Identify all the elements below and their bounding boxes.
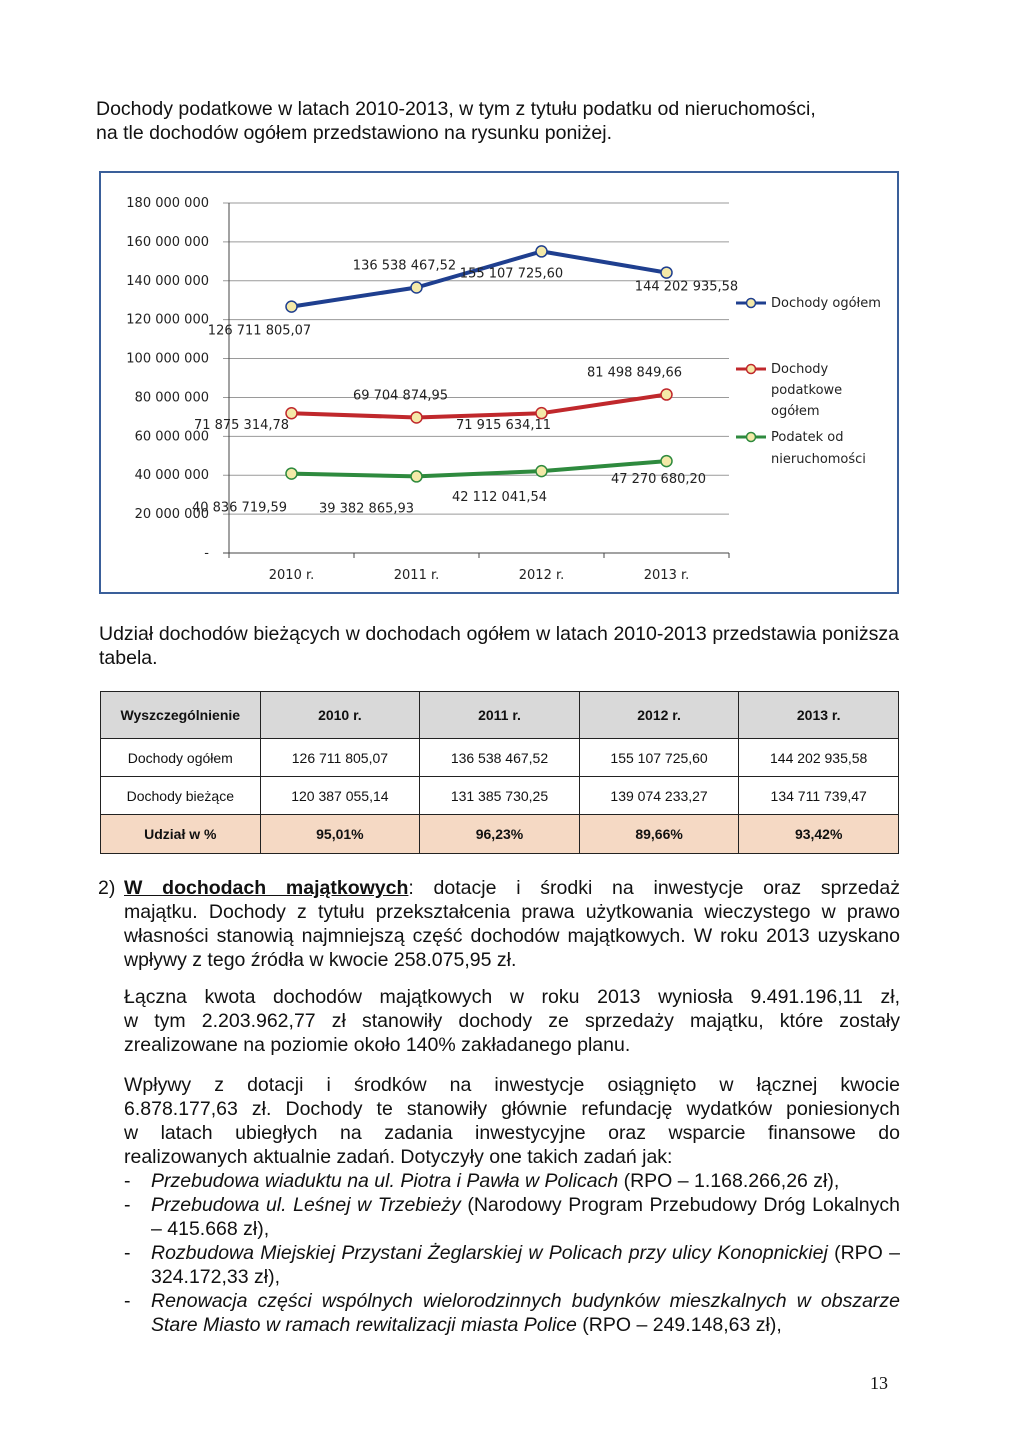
table-header-cell: Wyszczególnienie [101,692,261,739]
line-chart [101,173,897,592]
text-line: zrealizowane na poziomie około 140% zakładanego planu. [124,1034,631,1056]
section-number: 2) [98,877,116,899]
y-tick-label: 120 000 000 [126,312,209,328]
text-line: Wpływy z dotacji i środków na inwestycje osiągnięto w łącznej kwocie [124,1074,900,1096]
legend-swatch-marker [747,299,756,308]
table-cell: Udział w % [101,815,261,854]
task-name: Przebudowa ul. Leśnej w Trzebieży [151,1194,461,1216]
legend-label: Podatek od [771,430,844,445]
table-cell: Dochody ogółem [101,739,261,777]
data-point [661,267,672,278]
data-point [536,408,547,419]
x-tick-label: 2011 r. [393,568,440,583]
data-label: 69 704 874,95 [352,388,449,404]
table-cell: 155 107 725,60 [579,739,739,777]
intro-line-2: na tle dochodów ogółem przedstawiono na rysunku poniżej. [96,122,612,144]
legend-label: Dochody ogółem [771,296,881,311]
data-label: 42 112 041,54 [451,490,548,506]
text-line: Łączna kwota dochodów majątkowych w roku 2013 wyniosła 9.491.196,11 zł, [124,986,900,1008]
data-point [286,468,297,479]
table-cell: 139 074 233,27 [579,777,739,815]
y-tick-label: 80 000 000 [134,390,209,406]
data-label: 71 875 314,78 [193,418,290,434]
data-point [411,412,422,423]
table-header-cell: 2010 r. [260,692,420,739]
table-cell: 120 387 055,14 [260,777,420,815]
paragraph-dotacje [124,1073,900,1169]
table-cell: 136 538 467,52 [420,739,580,777]
data-point [661,456,672,467]
table-cell: 126 711 805,07 [260,739,420,777]
data-label: 136 538 467,52 [352,258,457,274]
table-header-cell: 2011 r. [420,692,580,739]
list-dash: - [124,1194,131,1216]
task-list [124,1169,900,1337]
table-share-row [101,815,899,854]
x-tick-label: 2010 r. [268,568,315,583]
data-label: 47 270 680,20 [610,472,707,488]
data-point [661,389,672,400]
task-funding: (RPO – 324.172,33 zł), [151,1242,900,1288]
data-point [536,246,547,257]
data-label: 126 711 805,07 [207,323,312,339]
legend-label: nieruchomości [771,452,866,467]
table-row [101,777,899,815]
table-cell: 131 385 730,25 [420,777,580,815]
data-point [411,282,422,293]
list-dash: - [124,1242,131,1264]
series-line [292,395,667,418]
text-line: w tym 2.203.962,77 zł stanowiły dochody ze sprzedaży majątku, które zostały [124,1010,900,1032]
data-label: 39 382 865,93 [318,501,415,517]
legend-swatch-marker [747,433,756,442]
y-tick-label: 40 000 000 [134,468,209,484]
table-cell: 95,01% [260,815,420,854]
data-label: 144 202 935,58 [634,279,739,295]
text-line: w latach ubiegłych na zadania inwestycyjne oraz wsparcie finansowe do [124,1122,900,1144]
task-funding: (RPO – 1.168.266,26 zł), [618,1170,840,1192]
paragraph-majatkowe [124,985,900,1057]
list-item [124,1289,900,1337]
legend-label: Dochody [771,362,829,377]
table-cell: 96,23% [420,815,580,854]
data-label: 155 107 725,60 [459,266,564,282]
list-item [124,1169,900,1193]
task-name: Rozbudowa Miejskiej Przystani Żeglarskiej w Policach przy ulicy Konopnickiej [151,1242,828,1264]
table-header-cell: 2013 r. [739,692,899,739]
intro-paragraph [96,97,916,145]
x-tick-label: 2013 r. [643,568,690,583]
page-number: 13 [870,1373,888,1393]
data-point [411,471,422,482]
legend-swatch-marker [747,365,756,374]
table-row [101,739,899,777]
data-point [536,466,547,477]
table-cell: 93,42% [739,815,899,854]
task-funding: (RPO – 249.148,63 zł), [576,1314,782,1336]
data-label: 40 836 719,59 [191,500,288,516]
y-tick-label: 160 000 000 [126,234,209,250]
data-label: 81 498 849,66 [586,365,683,381]
legend-label: ogółem [771,404,820,419]
section-body: majątku. Dochody z tytułu przekształcenia prawa użytkowania wieczystego w prawo własności stanowią najmniejszą część dochodów majątkowych. W roku 2013 uzyskano wpływy z tego źródła w kwocie 258.075,95 zł. [124,901,900,971]
y-tick-label: 180 000 000 [126,196,209,211]
y-tick-label: 60 000 000 [134,429,209,445]
table-header-row [101,692,899,739]
y-tick-label: 140 000 000 [126,273,209,289]
task-name: Przebudowa wiaduktu na ul. Piotra i Pawła w Policach [151,1170,619,1192]
table-cell: Dochody bieżące [101,777,261,815]
list-dash: - [124,1290,131,1312]
data-point [286,408,297,419]
task-name: Renowacja części wspólnych wielorodzinnych budynków mieszkalnych w obszarze Stare Miasto w ramach rewitalizacji miasta Police [151,1290,900,1336]
section-lead-line [124,876,900,900]
table-cell: 134 711 739,47 [739,777,899,815]
section-2 [98,876,900,972]
text-line: realizowanych aktualnie zadań. Dotyczyły one takich zadań jak: [124,1146,673,1168]
data-label: 71 915 634,11 [455,418,552,434]
text-line: 6.878.177,63 zł. Dochody te stanowiły głównie refundację wydatków poniesionych [124,1098,900,1120]
x-tick-label: 2012 r. [518,568,565,583]
table-header-cell: 2012 r. [579,692,739,739]
list-dash: - [124,1170,131,1192]
list-item [124,1241,900,1289]
y-tick-label: - [204,546,209,561]
table-cell: 144 202 935,58 [739,739,899,777]
section-lead-rest: : dotacje i środki na inwestycje oraz sprzedaż [408,877,900,899]
chart-frame [99,171,899,594]
y-tick-label: 100 000 000 [126,351,209,367]
y-tick-label: 20 000 000 [134,507,209,523]
udzial-paragraph: Udział dochodów bieżących w dochodach ogółem w latach 2010-2013 przedstawia poniższa tabela. [99,623,899,669]
section-heading: W dochodach majątkowych [124,877,409,899]
data-point [286,301,297,312]
share-table [100,691,899,854]
task-funding: (Narodowy Program Przebudowy Dróg Lokalnych – 415.668 zł), [151,1194,900,1240]
list-item [124,1193,900,1241]
table-cell: 89,66% [579,815,739,854]
intro-line-1: Dochody podatkowe w latach 2010-2013, w tym z tytułu podatku od nieruchomości, [96,98,816,120]
legend-label: podatkowe [771,383,843,398]
